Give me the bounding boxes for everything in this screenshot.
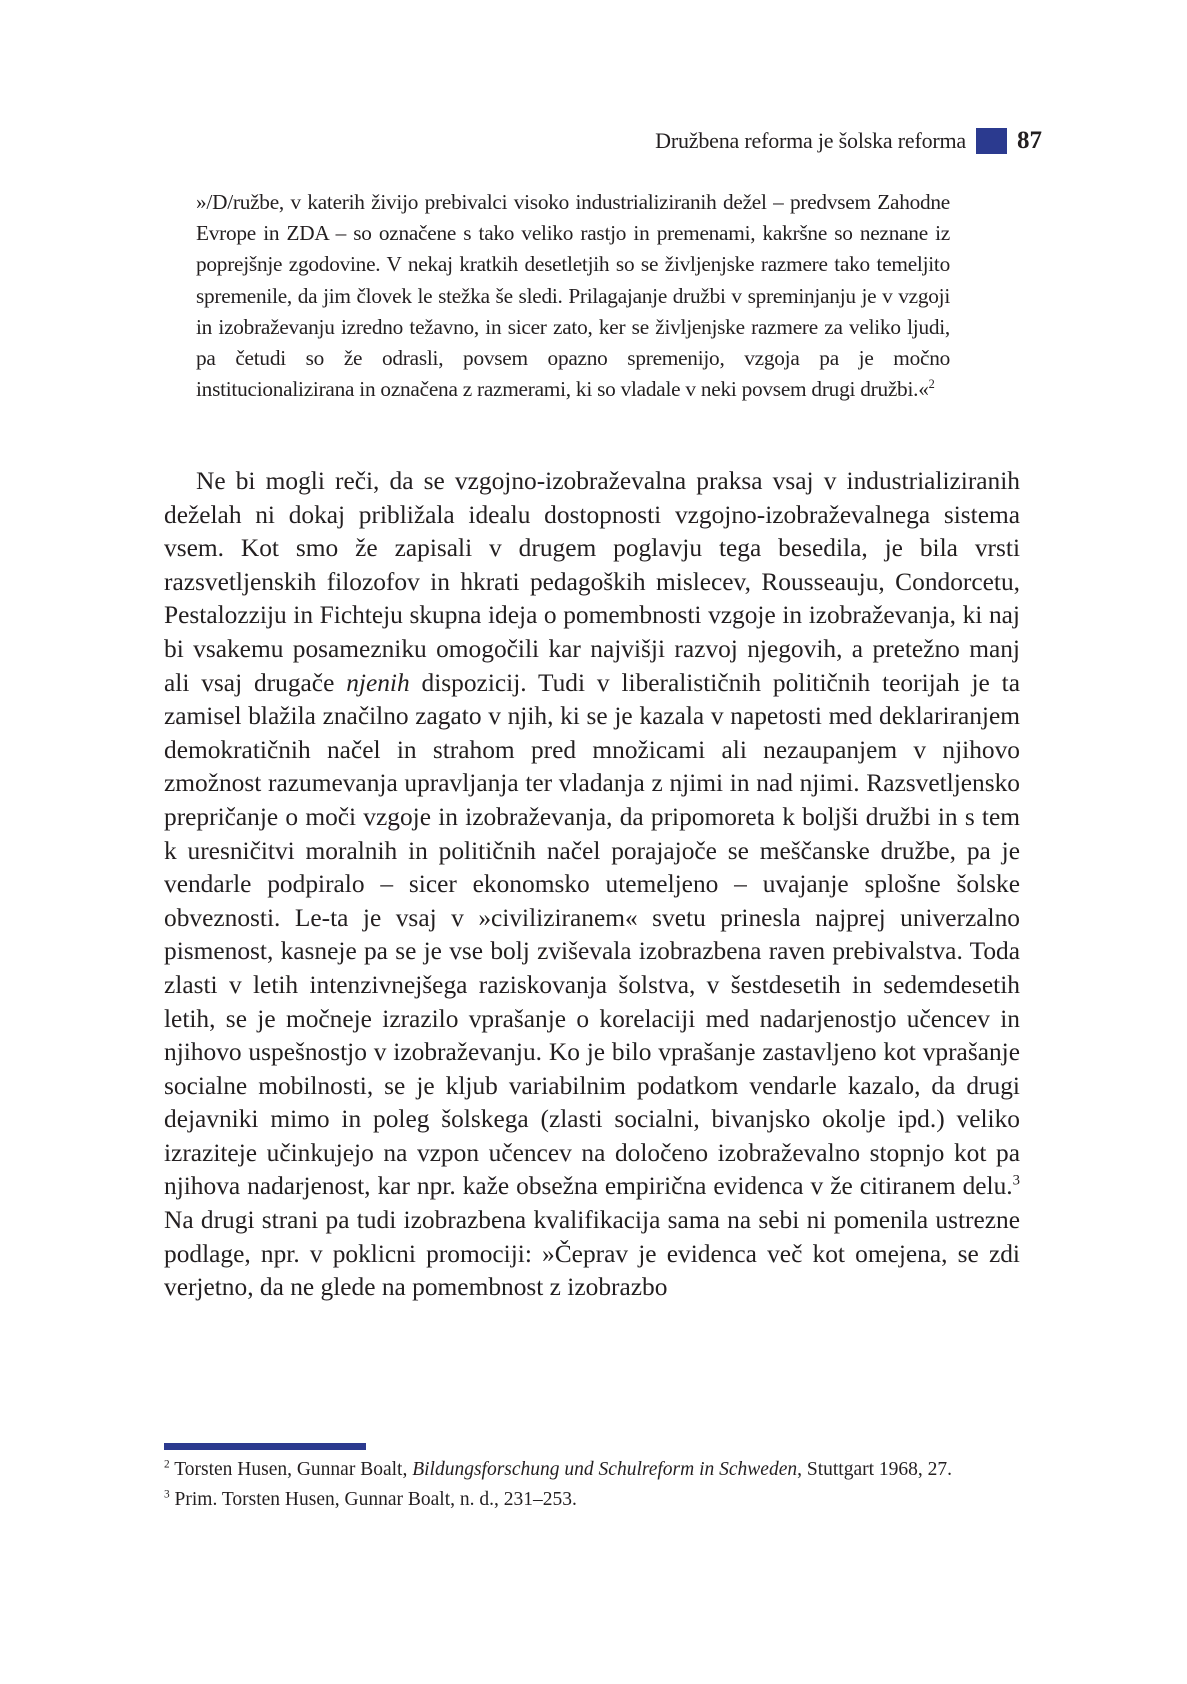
body-text-part3: Na drugi strani pa tudi izobrazbena kvalifikacija sama na sebi ni pomenila ustrezne podlage, npr. v poklicni promociji: »Čeprav je evidenca več kot omejena, se zdi verjetno, da ne glede na pomembnost z izobrazbo [164,1206,1020,1302]
footnote-italic-title: Bildungsforschung und Schulreform in Schweden [412,1459,798,1480]
quote-footnote-ref: 2 [928,377,935,392]
body-text-part2: dispozicij. Tudi v liberalističnih političnih teorijah je ta zamisel blažila značilno zagato v njih, ki se je kazala v napetosti med deklariranjem demokratičnih načel in strahom pred množicami ali nezaupanjem v njihovo zmožnost razumevanja upravljanja ter vladanja z njimi in nad njimi. Razsvetljensko prepričanje o moči vzgoje in izobraževanja, da pripomoreta k boljši družbi in s tem k uresničitvi moralnih in političnih načel porajajoče se meščanske družbe, pa je vendarle podpiralo – sicer ekonomsko utemeljeno – uvajanje splošne šolske obveznosti. Le-ta je vsaj v »civiliziranem« svetu prinesla najprej univerzalno pismenost, kasneje pa se je vse bolj zviševala izobrazbena raven prebivalstva. Toda zlasti v letih intenzivnejšega raziskovanja šolstva, v šestdesetih in sedemdesetih letih, se je močneje izrazilo vprašanje o korelaciji med nadarjenostjo učencev in njihovo uspešnostjo v izobraževanju. Ko je bilo vprašanje zastavljeno kot vprašanje socialne mobilnosti, se je kljub variabilnim podatkom vendarle kazalo, da drugi dejavniki mimo in poleg šolskega (zlasti socialni, bivanjsko okolje ipd.) veliko izraziteje učinkujejo na vzpon učencev na določeno izobraževalno stopnjo kot pa njihova nadarjenost, kar npr. kaže obsežna empirična evidenca v že citiranem delu. [164,668,1020,1201]
footnote-3 [164,1486,1020,1513]
body-italic-word: njenih [346,668,410,697]
quote-text: »/D/ružbe, v katerih živijo prebivalci visoko industrializiranih dežel – predvsem Zahodne Evrope in ZDA – so označene s tako veliko rastjo in premenami, kakršne so neznane iz poprejšnje zgodovine. V nekaj kratkih desetletjih so se življenjske razmere tako temeljito spremenile, da jim človek le stežka še sledi. Prilagajanje družbi v spreminjanju je v vzgoji in izobraževanju izredno težavno, in sicer zato, ker se življenjske razmere za veliko ljudi, pa četudi so že odrasli, povsem opazno spremenijo, vzgoja pa je močno institucionalizirana in označena z razmerami, ki so vladale v neki povsem drugi družbi.« [196,190,950,402]
running-header [655,126,1042,156]
body-footnote-ref: 3 [1012,1173,1020,1189]
footnote-2 [164,1456,1020,1483]
header-accent-block [976,128,1007,154]
footnote-number: 3 [164,1488,170,1501]
footnote-text: Prim. Torsten Husen, Gunnar Boalt, n. d., 231–253. [174,1489,577,1510]
body-text-part1: Ne bi mogli reči, da se vzgojno-izobraževalna praksa vsaj v industrializiranih deželah ni dokaj približala idealu dostopnosti vzgojno-izobraževalnega sistema vsem. Kot smo že zapisali v drugem poglavju tega besedila, je bila vrsti razsvetljenskih filozofov in hkrati pedagoških mislecev, Rousseauju, Condorcetu, Pestalozziju in Fichteju skupna ideja o pomembnosti vzgoje in izobraževanja, ki naj bi vsakemu posamezniku omogočili kar najvišji razvoj njegovih, a pretežno manj ali vsaj drugače [164,467,1020,697]
footnote-number: 2 [164,1458,170,1471]
footnote-text-after: , Stuttgart 1968, 27. [797,1459,953,1480]
body-paragraph [164,465,1020,1305]
footnote-divider [164,1443,366,1450]
block-quote [196,187,950,405]
running-title: Družbena reforma je šolska reforma [655,128,966,153]
footnote-text: Torsten Husen, Gunnar Boalt, [174,1459,408,1480]
footnotes [164,1456,1020,1516]
page-number: 87 [1017,127,1042,154]
